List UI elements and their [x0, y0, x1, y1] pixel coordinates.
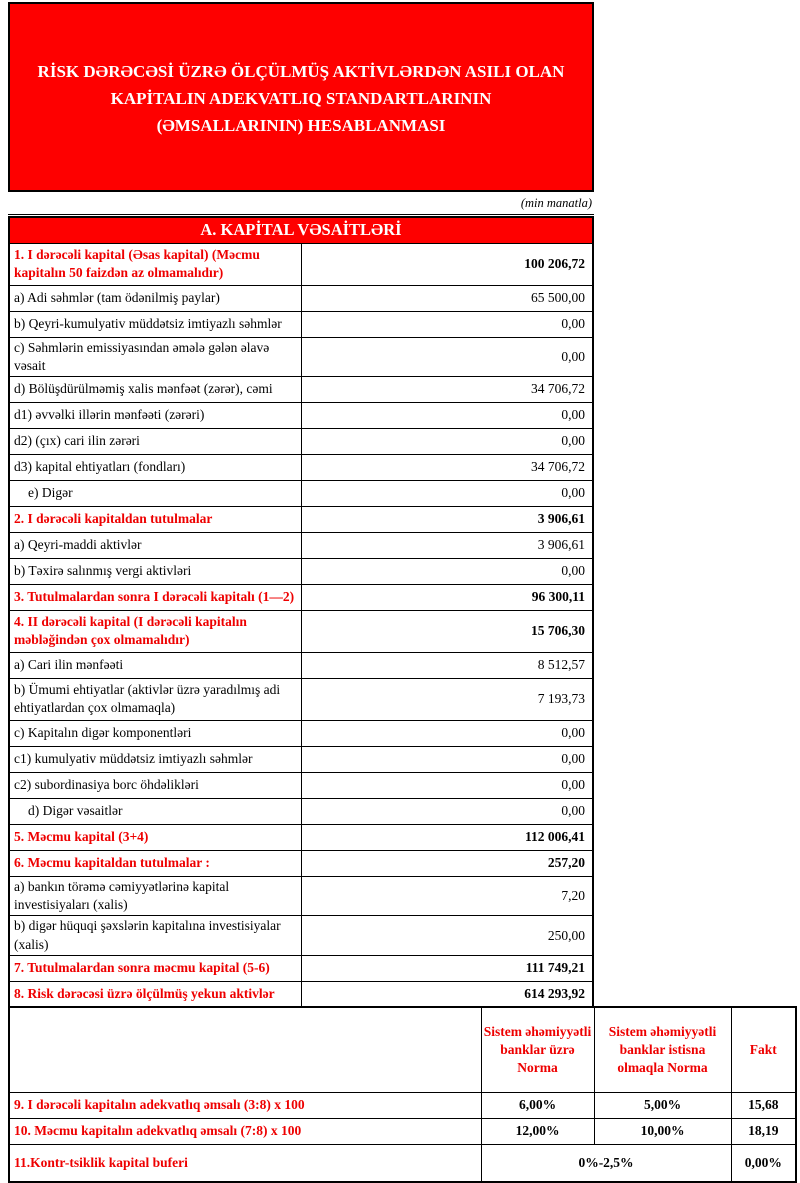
row-value: 0,00: [301, 428, 593, 454]
row-label: a) Cari ilin mənfəəti: [9, 652, 301, 678]
table-row: [9, 402, 593, 428]
table-row: [9, 532, 593, 558]
norma-istisna-value: 5,00%: [594, 1092, 731, 1118]
table-row: [9, 454, 593, 480]
row-label: a) Adi səhmlər (tam ödənilmiş paylar): [9, 285, 301, 311]
row-label: 9. I dərəcəli kapitalın adekvatlıq əmsalı (3:8) x 100: [9, 1092, 481, 1118]
row-label: e) Digər: [9, 480, 301, 506]
row-value: 34 706,72: [301, 454, 593, 480]
row-label: b) Təxirə salınmış vergi aktivləri: [9, 558, 301, 584]
table-row: [9, 955, 593, 981]
row-label: 8. Risk dərəcəsi üzrə ölçülmüş yekun aktivlər: [9, 981, 301, 1007]
buffer-range-value: 0%-2,5%: [481, 1144, 731, 1182]
row-label: 5. Məcmu kapital (3+4): [9, 824, 301, 850]
report-title-line: (ƏMSALLARININ) HESABLANMASI: [156, 116, 446, 135]
row-value: 112 006,41: [301, 824, 593, 850]
row-label: b) Qeyri-kumulyativ müddətsiz imtiyazlı səhmlər: [9, 311, 301, 337]
row-value: 0,00: [301, 720, 593, 746]
row-value: 257,20: [301, 850, 593, 876]
row-value: 34 706,72: [301, 376, 593, 402]
row-label: b) Ümumi ehtiyatlar (aktivlər üzrə yaradılmış adi ehtiyatlardan çox olmamaqla): [9, 678, 301, 720]
row-label: c2) subordinasiya borc öhdəlikləri: [9, 772, 301, 798]
row-value: 7 193,73: [301, 678, 593, 720]
table-row: [9, 876, 593, 915]
row-label: 7. Tutulmalardan sonra məcmu kapital (5-6): [9, 955, 301, 981]
table-row: [9, 746, 593, 772]
row-label: 1. I dərəcəli kapital (Əsas kapital) (Məcmu kapitalın 50 faizdən az olmamalıdır): [9, 243, 301, 285]
row-value: 3 906,61: [301, 506, 593, 532]
table-row: [9, 824, 593, 850]
table-row: [9, 558, 593, 584]
adequacy-table: [8, 1006, 797, 1183]
row-value: 3 906,61: [301, 532, 593, 558]
norma-sistem-header: Sistem əhəmiyyətli banklar üzrə Norma: [481, 1007, 594, 1092]
table-row: [9, 1144, 796, 1182]
table-row: [9, 584, 593, 610]
empty-header-cell: [9, 1007, 481, 1092]
norma-istisna-value: 10,00%: [594, 1118, 731, 1144]
table-row: [9, 772, 593, 798]
row-label: d) Bölüşdürülməmiş xalis mənfəət (zərər), cəmi: [9, 376, 301, 402]
table-row: [9, 311, 593, 337]
norma-sistem-value: 6,00%: [481, 1092, 594, 1118]
row-value: 111 749,21: [301, 955, 593, 981]
row-value: 96 300,11: [301, 584, 593, 610]
row-label: a) Qeyri-maddi aktivlər: [9, 532, 301, 558]
report-title-banner: [8, 2, 594, 192]
table-row: [9, 243, 593, 285]
row-value: 7,20: [301, 876, 593, 915]
table-row: [9, 916, 593, 955]
table-row: [9, 506, 593, 532]
row-label: d1) əvvəlki illərin mənfəəti (zərəri): [9, 402, 301, 428]
adequacy-header-row: [9, 1007, 796, 1092]
table-row: [9, 376, 593, 402]
norma-istisna-header: Sistem əhəmiyyətli banklar istisna olmaqla Norma: [594, 1007, 731, 1092]
row-value: 0,00: [301, 558, 593, 584]
fakt-value: 18,19: [731, 1118, 796, 1144]
row-value: 0,00: [301, 337, 593, 376]
row-label: b) digər hüquqi şəxslərin kapitalına investisiyalar (xalis): [9, 916, 301, 955]
row-label: d2) (çıx) cari ilin zərəri: [9, 428, 301, 454]
row-label: 2. I dərəcəli kapitaldan tutulmalar: [9, 506, 301, 532]
table-row: [9, 480, 593, 506]
row-value: 0,00: [301, 746, 593, 772]
row-value: 250,00: [301, 916, 593, 955]
row-label: a) bankın törəmə cəmiyyətlərinə kapital investisiyaları (xalis): [9, 876, 301, 915]
fakt-value: 15,68: [731, 1092, 796, 1118]
table-row: [9, 678, 593, 720]
row-label: c) Səhmlərin emissiyasından əmələ gələn əlavə vəsait: [9, 337, 301, 376]
row-value: 0,00: [301, 402, 593, 428]
section-header-row: [9, 217, 593, 243]
table-row: [9, 720, 593, 746]
row-value: 0,00: [301, 311, 593, 337]
row-label: d) Digər vəsaitlər: [9, 798, 301, 824]
row-value: 100 206,72: [301, 243, 593, 285]
table-row: [9, 1092, 796, 1118]
section-header-title: A. KAPİTAL VƏSAİTLƏRİ: [9, 217, 593, 243]
unit-note: (min manatla): [8, 192, 594, 215]
report-title-line: RİSK DƏRƏCƏSİ ÜZRƏ ÖLÇÜLMÜŞ AKTİVLƏRDƏN ASILI OLAN: [37, 62, 565, 81]
row-label: 4. II dərəcəli kapital (I dərəcəli kapitalın məbləğindən çox olmamalıdır): [9, 610, 301, 652]
report-title-line: KAPİTALIN ADEKVATLIQ STANDARTLARININ: [110, 89, 492, 108]
table-row: [9, 285, 593, 311]
row-value: 65 500,00: [301, 285, 593, 311]
table-row: [9, 610, 593, 652]
table-row: [9, 798, 593, 824]
table-row: [9, 850, 593, 876]
norma-sistem-value: 12,00%: [481, 1118, 594, 1144]
table-row: [9, 337, 593, 376]
fakt-header: Fakt: [731, 1007, 796, 1092]
table-row: [9, 1118, 796, 1144]
row-label: 10. Məcmu kapitalın adekvatlıq əmsalı (7:8) x 100: [9, 1118, 481, 1144]
row-value: 614 293,92: [301, 981, 593, 1007]
row-value: 0,00: [301, 772, 593, 798]
row-label: d3) kapital ehtiyatları (fondları): [9, 454, 301, 480]
row-label: 6. Məcmu kapitaldan tutulmalar :: [9, 850, 301, 876]
row-label: c) Kapitalın digər komponentləri: [9, 720, 301, 746]
fakt-value: 0,00%: [731, 1144, 796, 1182]
row-value: 8 512,57: [301, 652, 593, 678]
row-label: 3. Tutulmalardan sonra I dərəcəli kapitalı (1—2): [9, 584, 301, 610]
table-row: [9, 981, 593, 1007]
table-row: [9, 428, 593, 454]
capital-table: [8, 216, 594, 1008]
row-label: 11.Kontr-tsiklik kapital buferi: [9, 1144, 481, 1182]
row-label: c1) kumulyativ müddətsiz imtiyazlı səhmlər: [9, 746, 301, 772]
row-value: 0,00: [301, 480, 593, 506]
row-value: 15 706,30: [301, 610, 593, 652]
table-row: [9, 652, 593, 678]
row-value: 0,00: [301, 798, 593, 824]
